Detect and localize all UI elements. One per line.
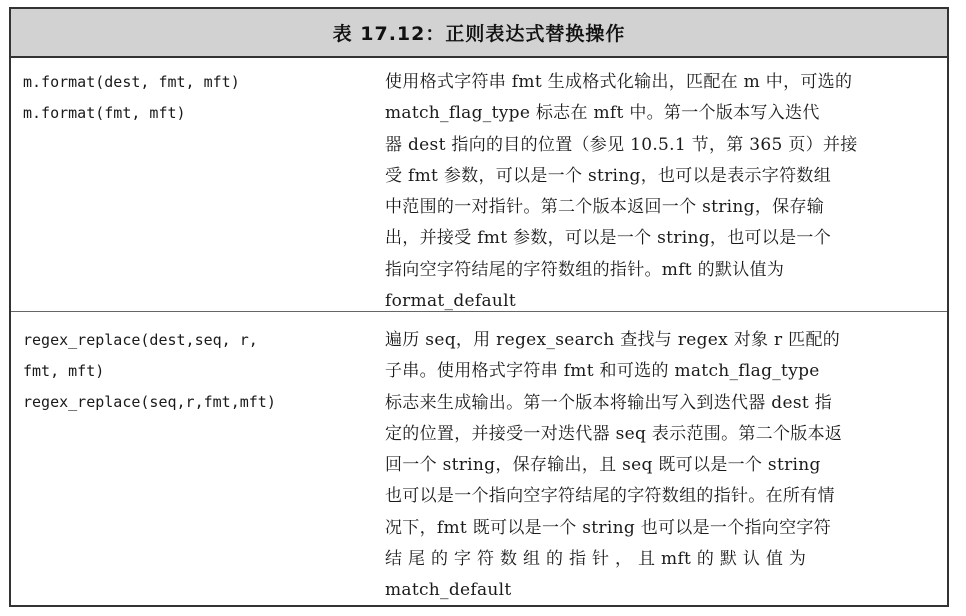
- signature-line: m.format(dest, fmt, mft): [23, 73, 240, 91]
- signature-cell: [11, 312, 363, 602]
- table-row-m-format: [11, 58, 947, 312]
- description-line: 定的位置，并接受一对迭代器 seq 表示范围。第二个版本返: [385, 423, 843, 444]
- description-line: 结 尾 的 字 符 数 组 的 指 针 ， 且 mft 的 默 认 值 为: [385, 549, 807, 570]
- description-line: match_default: [385, 580, 512, 601]
- signature-line: fmt, mft): [23, 362, 105, 380]
- description-line: 指向空字符结尾的字符数组的指针。mft 的默认值为: [385, 259, 785, 280]
- regex-replace-table: [9, 7, 949, 607]
- description-line: 子串。使用格式字符串 fmt 和可选的 match_flag_type: [385, 361, 820, 382]
- description-line: match_flag_type 标志在 mft 中。第一个版本写入迭代: [385, 103, 820, 124]
- description-cell: [363, 312, 947, 602]
- description-line: 受 fmt 参数，可以是一个 string，也可以是表示字符数组: [385, 165, 832, 186]
- description-line: 中范围的一对指针。第二个版本返回一个 string，保存输: [385, 197, 825, 218]
- description-line: 器 dest 指向的目的位置（参见 10.5.1 节，第 365 页）并接: [385, 134, 858, 155]
- signature-line: regex_replace(dest,seq, r,: [23, 331, 258, 349]
- description-cell: [363, 58, 947, 311]
- signature-line: regex_replace(seq,r,fmt,mft): [23, 393, 276, 411]
- description-line: 出，并接受 fmt 参数，可以是一个 string，也可以是一个: [385, 228, 832, 249]
- description-line: 标志来生成输出。第一个版本将输出写入到迭代器 dest 指: [385, 392, 833, 413]
- signature-cell: [11, 58, 363, 311]
- description-line: 回一个 string，保存输出，且 seq 既可以是一个 string: [385, 455, 821, 476]
- table-title: 表 17.12：正则表达式替换操作: [11, 9, 947, 58]
- description-line: 况下，fmt 既可以是一个 string 也可以是一个指向空字符: [385, 517, 832, 538]
- description-line: 使用格式字符串 fmt 生成格式化输出，匹配在 m 中，可选的: [385, 72, 853, 92]
- description-line: 遍历 seq，用 regex_search 查找与 regex 对象 r 匹配的: [385, 330, 841, 350]
- description-line: 也可以是一个指向空字符结尾的字符数组的指针。在所有情: [385, 486, 835, 507]
- table-row-regex-replace: [11, 312, 947, 602]
- description-line: format_default: [385, 291, 517, 312]
- signature-line: m.format(fmt, mft): [23, 104, 186, 122]
